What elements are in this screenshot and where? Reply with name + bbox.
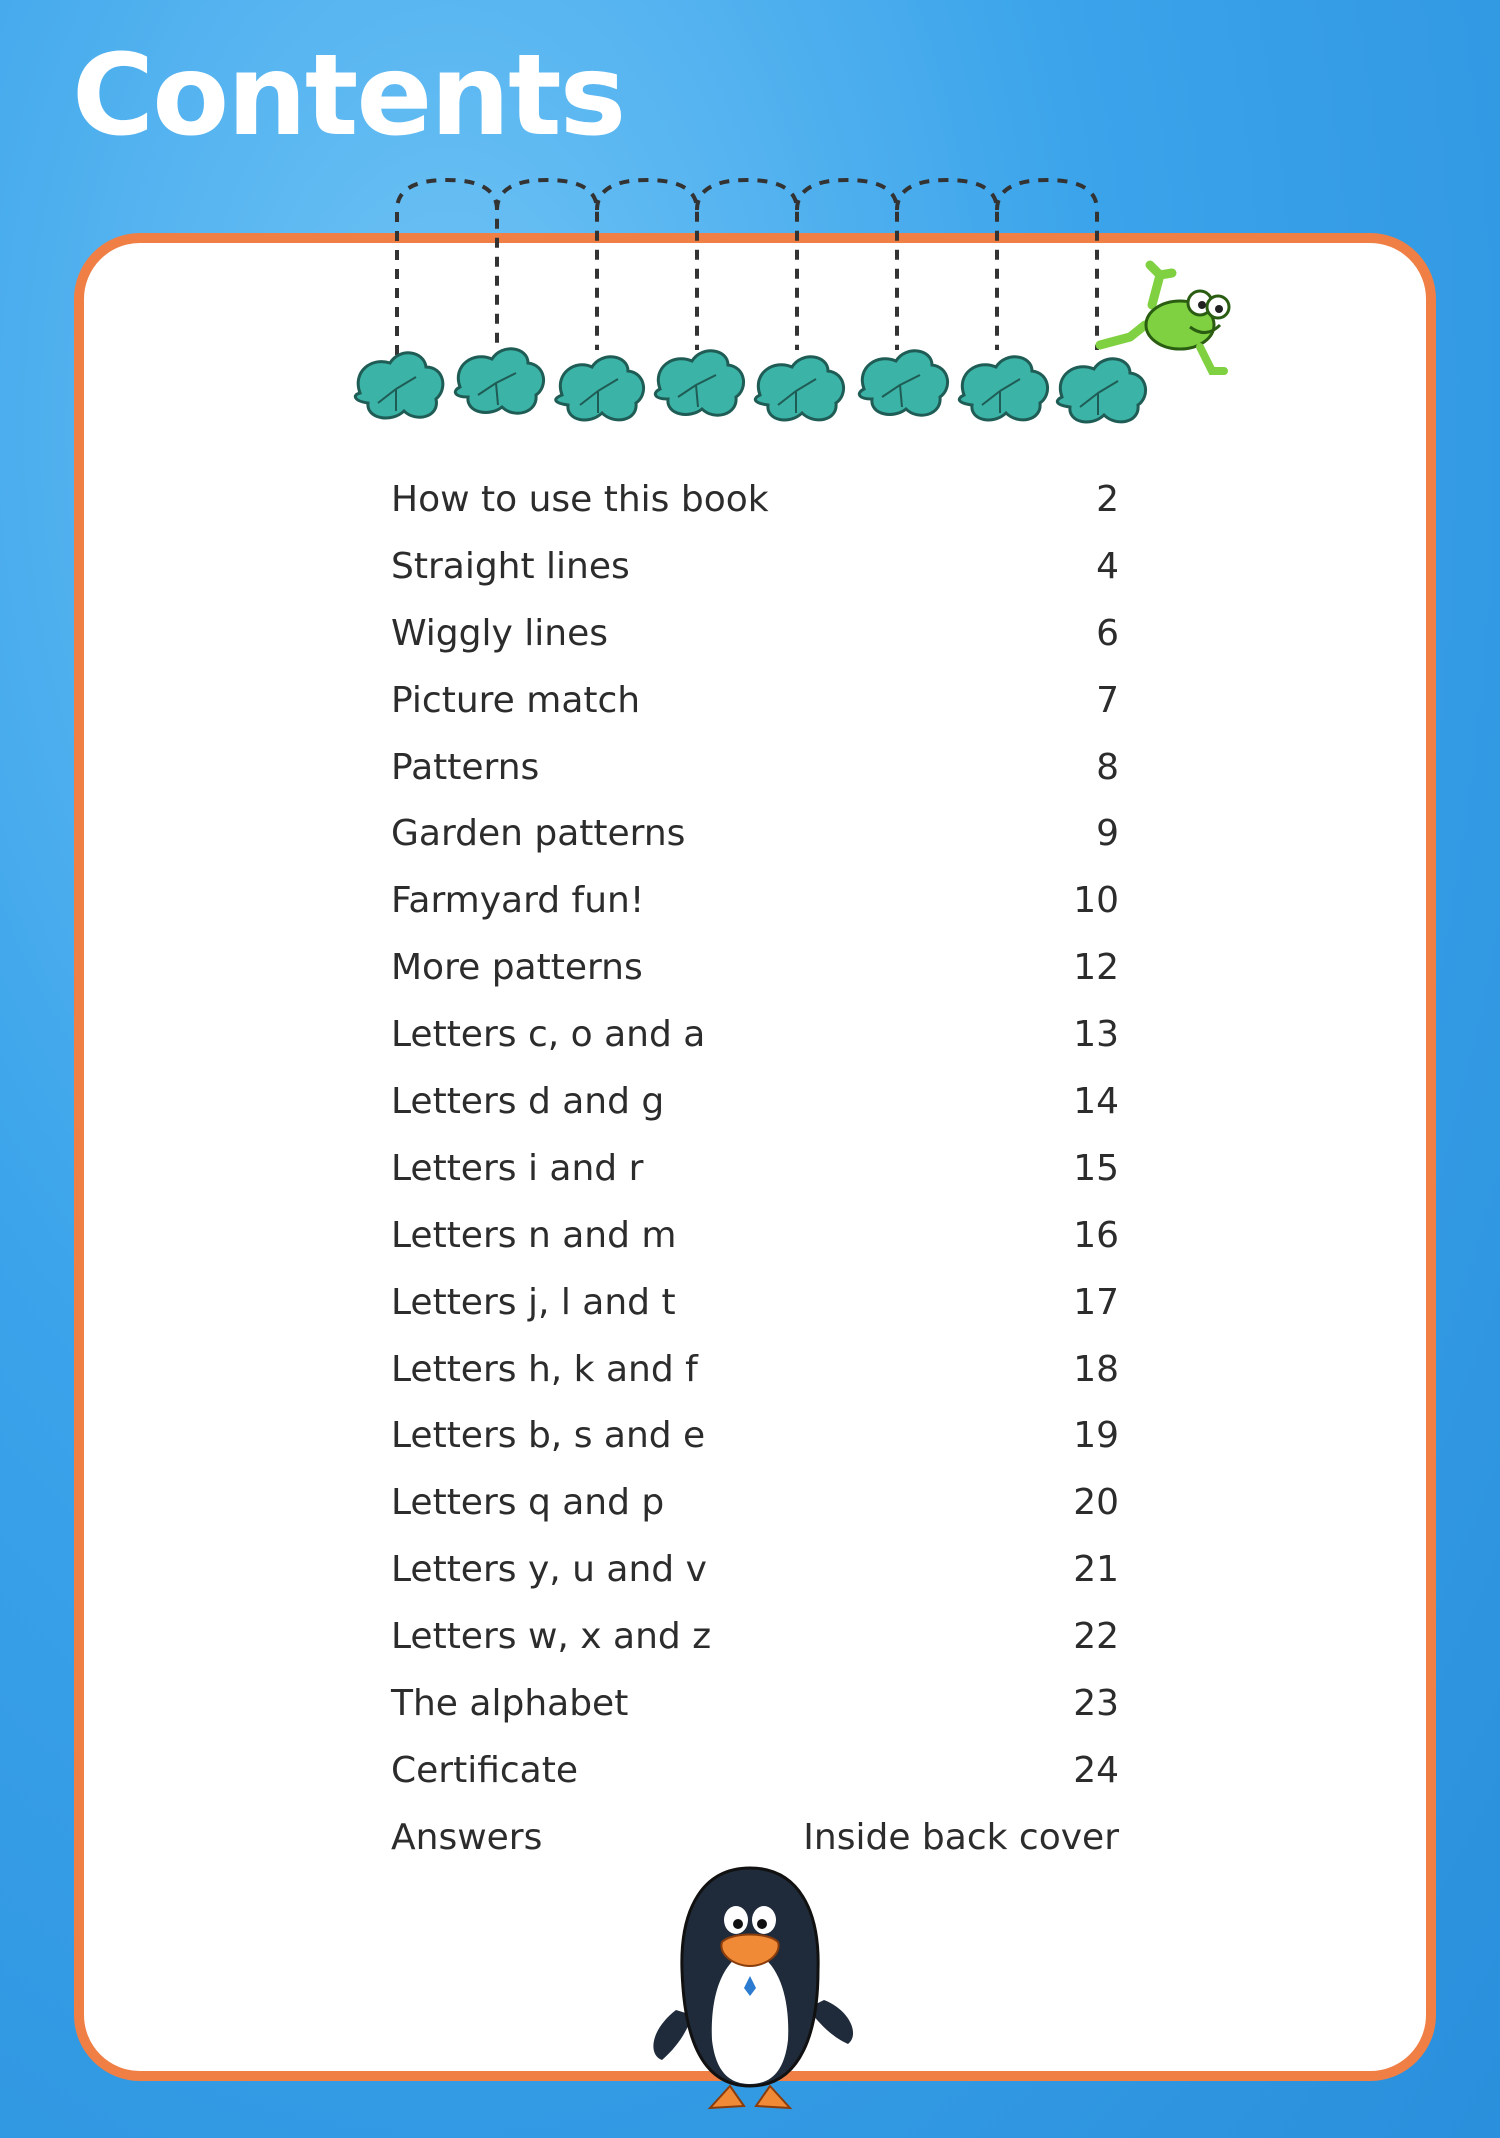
- toc-entry-page: 14: [1073, 1080, 1119, 1122]
- toc-entry-title: Garden patterns: [391, 813, 686, 855]
- penguin-icon: [640, 1850, 860, 2120]
- toc-entry[interactable]: [391, 1536, 1119, 1603]
- toc-entry-title: Letters h, k and f: [391, 1348, 698, 1390]
- toc-entry[interactable]: [391, 600, 1119, 667]
- toc-entry-title: Letters i and r: [391, 1147, 644, 1189]
- toc-entry-page: 21: [1073, 1549, 1119, 1591]
- toc-entry[interactable]: [391, 1269, 1119, 1336]
- toc-entry-title: Letters n and m: [391, 1214, 677, 1256]
- toc-entry[interactable]: [391, 1202, 1119, 1269]
- toc-entry-page: 24: [1073, 1749, 1119, 1791]
- toc-entry-page: 15: [1073, 1147, 1119, 1189]
- toc-entry-title: Certificate: [391, 1749, 578, 1791]
- lily-pad-trail-illustration: [340, 175, 1240, 435]
- toc-entry-page: 8: [1096, 746, 1119, 788]
- toc-entry[interactable]: [391, 1001, 1119, 1068]
- toc-entry[interactable]: [391, 1469, 1119, 1536]
- toc-entry-page: 16: [1073, 1214, 1119, 1256]
- toc-entry-title: Letters b, s and e: [391, 1415, 706, 1457]
- toc-entry-title: Letters d and g: [391, 1080, 665, 1122]
- toc-entry-page: 9: [1096, 813, 1119, 855]
- toc-entry-title: Letters c, o and a: [391, 1014, 706, 1056]
- toc-entry-title: Letters w, x and z: [391, 1616, 712, 1658]
- toc-entry-title: The alphabet: [391, 1682, 629, 1724]
- toc-entry-title: More patterns: [391, 947, 643, 989]
- dashed-jump-arrows: [397, 180, 1097, 355]
- toc-entry-title: Straight lines: [391, 545, 630, 587]
- toc-entry[interactable]: [391, 1737, 1119, 1804]
- toc-entry-page: 10: [1073, 880, 1119, 922]
- toc-entry-page: 20: [1073, 1482, 1119, 1524]
- toc-entry-page: 22: [1073, 1616, 1119, 1658]
- toc-entry-title: Patterns: [391, 746, 540, 788]
- toc-entry[interactable]: [391, 1670, 1119, 1737]
- toc-entry-title: Farmyard fun!: [391, 880, 645, 922]
- toc-entry-page: 7: [1096, 679, 1119, 721]
- toc-entry[interactable]: [391, 466, 1119, 533]
- toc-entry-page: 18: [1073, 1348, 1119, 1390]
- page-title: Contents: [72, 31, 625, 161]
- toc-entry-title: How to use this book: [391, 478, 769, 520]
- toc-entry[interactable]: [391, 1068, 1119, 1135]
- toc-entry[interactable]: [391, 533, 1119, 600]
- toc-entry-page: 13: [1073, 1014, 1119, 1056]
- toc-entry[interactable]: [391, 1135, 1119, 1202]
- toc-entry-page: 4: [1096, 545, 1119, 587]
- frog-icon: [1100, 265, 1229, 371]
- toc-entry[interactable]: [391, 667, 1119, 734]
- toc-entry-page: 23: [1073, 1682, 1119, 1724]
- toc-entry[interactable]: [391, 734, 1119, 801]
- toc-entry[interactable]: [391, 1603, 1119, 1670]
- toc-entry[interactable]: [391, 800, 1119, 867]
- toc-entry-title: Picture match: [391, 679, 641, 721]
- toc-entry-title: Answers: [391, 1816, 543, 1858]
- table-of-contents: [391, 466, 1119, 1871]
- toc-entry-page: 2: [1096, 478, 1119, 520]
- toc-entry-page: 6: [1096, 612, 1119, 654]
- toc-entry[interactable]: [391, 1336, 1119, 1403]
- toc-entry-title: Letters y, u and v: [391, 1549, 707, 1591]
- toc-entry[interactable]: [391, 1402, 1119, 1469]
- toc-entry-title: Wiggly lines: [391, 612, 608, 654]
- toc-entry-title: Letters q and p: [391, 1482, 665, 1524]
- toc-entry[interactable]: [391, 934, 1119, 1001]
- toc-entry[interactable]: [391, 867, 1119, 934]
- toc-entry-page: Inside back cover: [803, 1816, 1119, 1858]
- toc-entry-page: 17: [1073, 1281, 1119, 1323]
- toc-entry-page: 12: [1073, 947, 1119, 989]
- toc-entry-title: Letters j, l and t: [391, 1281, 676, 1323]
- lily-pads: [355, 349, 1145, 422]
- toc-entry-page: 19: [1073, 1415, 1119, 1457]
